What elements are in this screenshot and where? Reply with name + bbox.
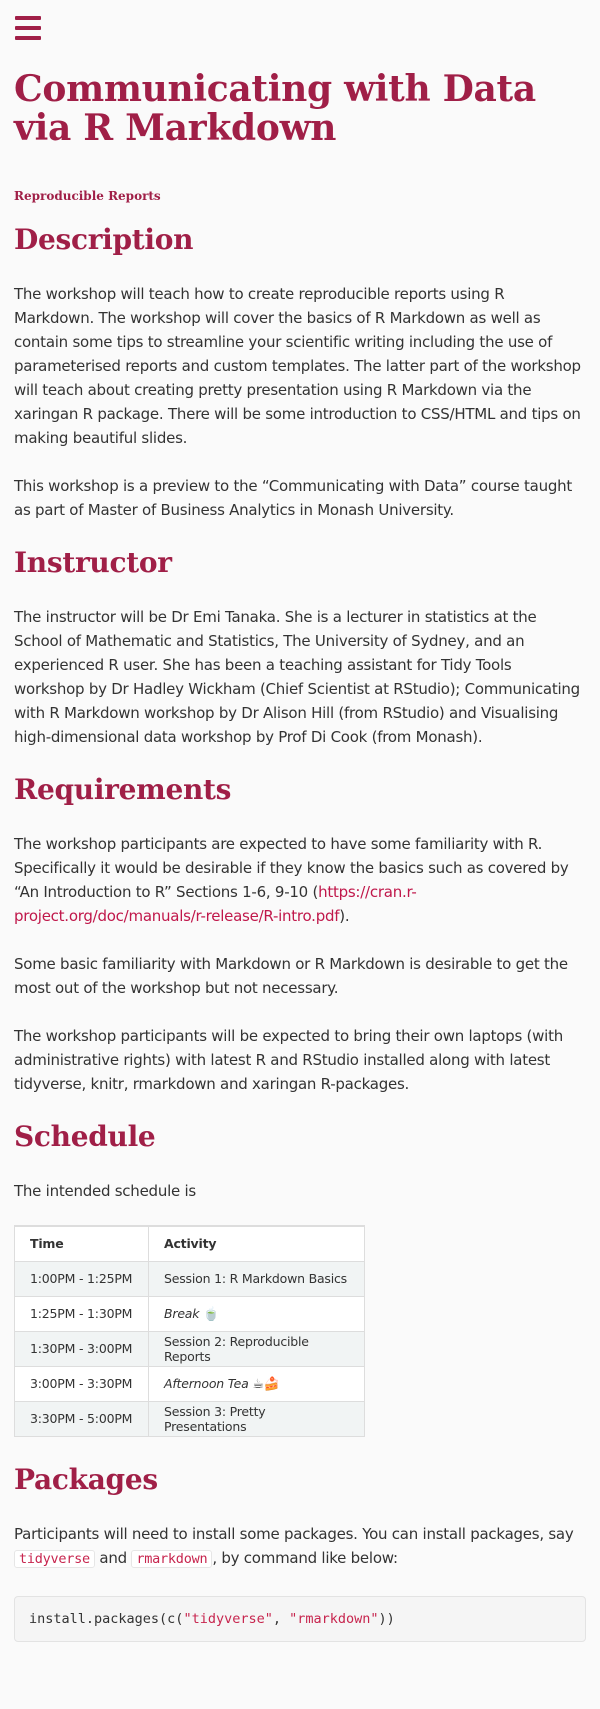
requirements-heading: Requirements [14,773,232,806]
menu-bar [15,36,41,40]
activity-label: Session 1: R Markdown Basics [164,1271,347,1286]
page-subtitle: Reproducible Reports [14,189,161,203]
requirements-paragraph-2: Some basic familiarity with Markdown or R Markdown is desirable to get the most out of the workshop but not necessary. [14,955,568,997]
page-title: Communicating with Data via R Markdown [14,68,536,149]
table-row [15,1366,365,1401]
packages-text: Participants will need to install some packages. You can install packages, say [14,1524,574,1543]
column-header-activity: Activity [149,1226,365,1261]
install-code-block[interactable] [14,1596,586,1642]
requirements-paragraph-1 [14,832,586,928]
table-row [15,1401,365,1436]
schedule-time: 1:30PM - 3:00PM [15,1331,149,1366]
description-paragraph-1: The workshop will teach how to create reproducible reports using R Markdown. The workshop will cover the basics of R Markdown as well as contain some tips to streamline your scientific writing including the use of parameterised reports and custom templates. The latter part of the workshop will teach about creating pretty presentation using R Markdown via the xaringan R package. There will be some introduction to CSS/HTML and tips on making beautiful slides. [14,285,581,447]
hamburger-menu-icon[interactable] [15,16,41,40]
requirements-text-end: ). [339,907,350,925]
schedule-time: 1:25PM - 1:30PM [15,1296,149,1331]
table-header-row [15,1226,365,1261]
table-row [15,1261,365,1296]
requirements-paragraph-3: The workshop participants will be expected to bring their own laptops (with administrative rights) with latest R and RStudio installed along with latest tidyverse, knitr, rmarkdown and xaringan R-packages. [14,1027,563,1093]
schedule-activity [149,1261,365,1296]
schedule-activity [149,1296,365,1331]
schedule-activity [149,1366,365,1401]
code-separator: , [272,1610,290,1627]
inline-code-tidyverse: tidyverse [14,1550,95,1568]
requirements-text: The workshop participants are expected to have some familiarity with R. Specifically it would be desirable if they know the basics such as covered by “An Introduction to R” Sections 1-6, 9-10 ( [14,835,569,901]
code-function: install.packages(c( [29,1610,184,1627]
coffee-cake-icon: ☕🍰 [252,1376,280,1392]
activity-label: Session 3: Pretty Presentations [164,1403,266,1434]
table-row [15,1331,365,1366]
code-string-rmarkdown: "rmarkdown" [289,1610,379,1627]
schedule-time: 3:30PM - 5:00PM [15,1401,149,1436]
code-string-tidyverse: "tidyverse" [183,1610,273,1627]
packages-text-end: , by command like below: [212,1548,398,1567]
code-line [29,1611,395,1627]
table-row [15,1296,365,1331]
main-content [14,70,586,1642]
r-intro-link[interactable]: https://cran.r-project.org/doc/manuals/r-release/R-intro.pdf [14,883,417,925]
schedule-time: 1:00PM - 1:25PM [15,1261,149,1296]
schedule-table [14,1225,365,1437]
schedule-activity [149,1331,365,1366]
inline-code-rmarkdown: rmarkdown [131,1550,212,1568]
column-header-time: Time [15,1226,149,1261]
activity-label: Break [164,1305,200,1321]
schedule-heading: Schedule [14,1120,156,1153]
schedule-time: 3:00PM - 3:30PM [15,1366,149,1401]
schedule-activity [149,1401,365,1436]
code-close: )) [378,1610,395,1627]
activity-label: Afternoon Tea [164,1375,249,1391]
menu-bar [15,16,41,20]
description-heading: Description [14,223,194,256]
activity-label: Session 2: Reproducible Reports [164,1333,309,1364]
instructor-paragraph: The instructor will be Dr Emi Tanaka. She is a lecturer in statistics at the School of Mathematic and Statistics, The University of Sydney, and an experienced R user. She has been a teaching assistant for Tidy Tools workshop by Dr Hadley Wickham (Chief Scientist at RStudio); Communicating with R Markdown workshop by Dr Alison Hill (from RStudio) and Visualising high-dimensional data workshop by Prof Di Cook (from Monash). [14,608,580,746]
instructor-heading: Instructor [14,546,172,579]
menu-bar [15,26,41,30]
tea-icon: 🍵 [203,1306,220,1322]
description-paragraph-2: This workshop is a preview to the “Communicating with Data” course taught as part of Master of Business Analytics in Monash University. [14,477,572,519]
packages-paragraph [14,1522,586,1571]
schedule-intro: The intended schedule is [14,1182,196,1200]
packages-text-and: and [94,1548,132,1567]
packages-heading: Packages [14,1462,158,1496]
